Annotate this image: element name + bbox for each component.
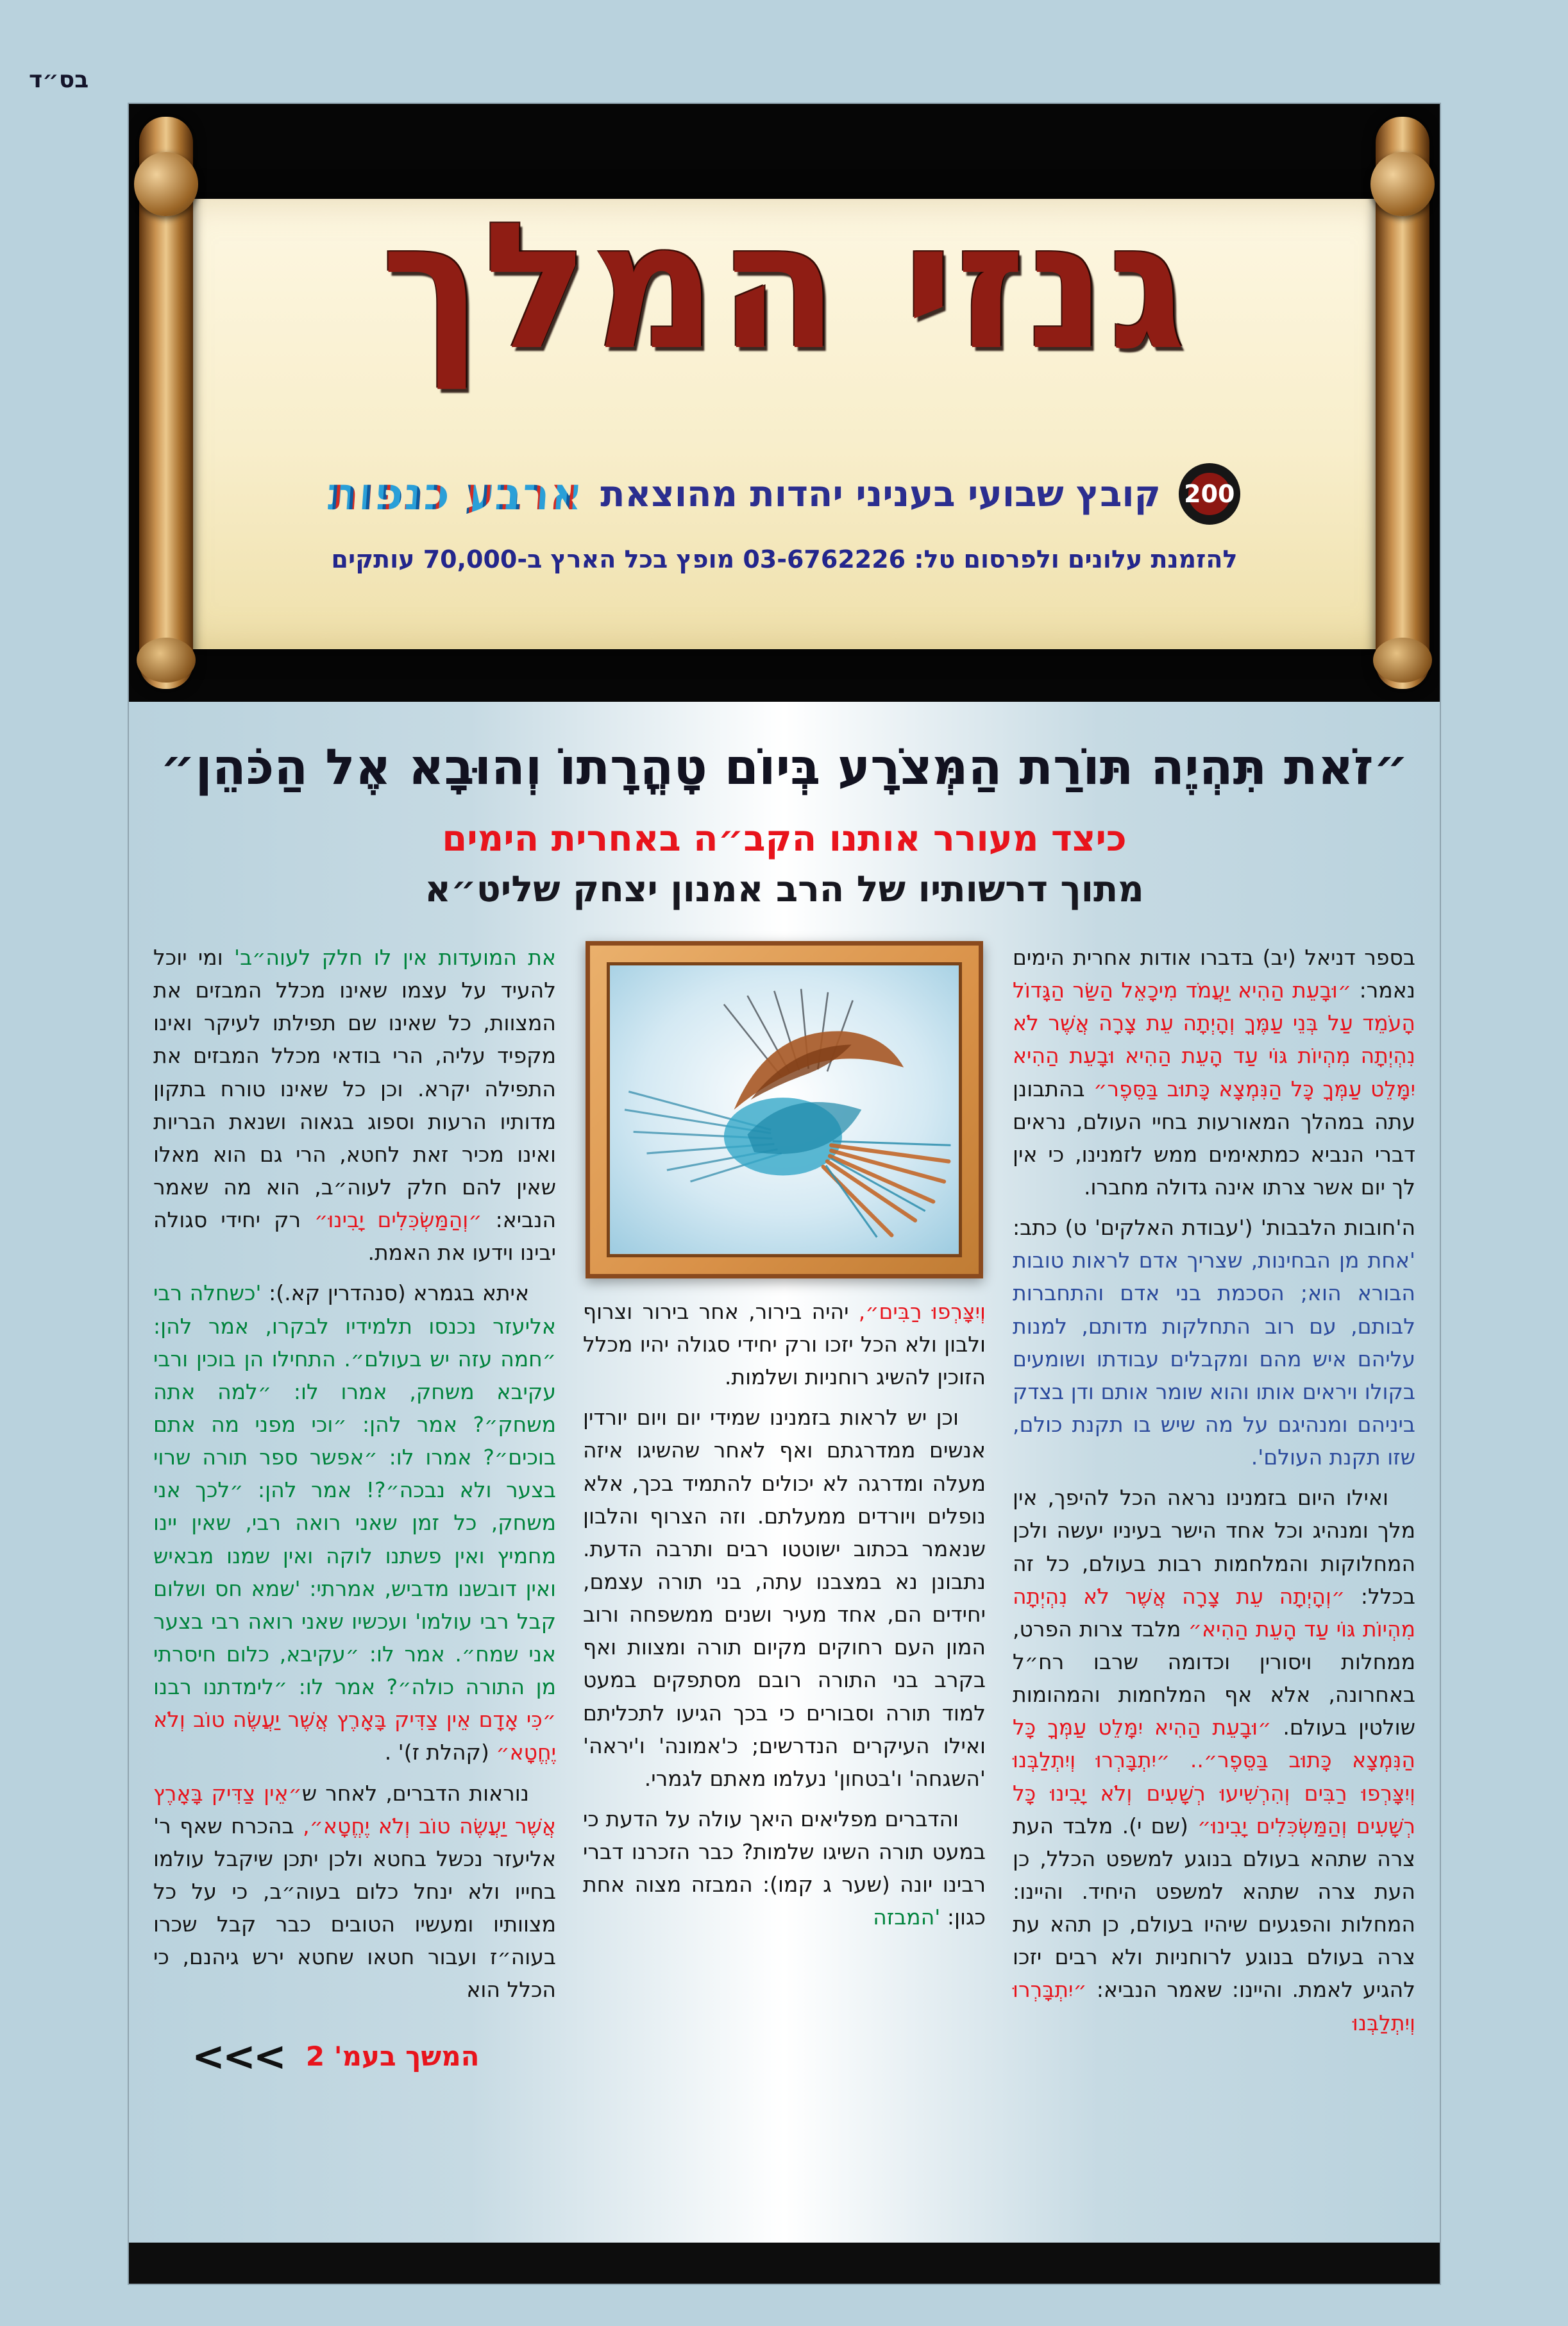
column-right [1013,941,1415,2047]
contact-line: להזמנת עלונים ולפרסום טל: 03-6762226 מופץ בכל הארץ ב-70,000 עותקים [331,545,1238,573]
article-paragraph: והדברים מפליאים היאך עולה על הדעת כי במעט תורה השיגו שלמות? כבר הזכרנו דברי רבינו יונה (שער ג קמו): המבזה מצוה אחת כגון: 'המבזה [583,1806,986,1930]
bsd-label: בס״ד [29,67,89,93]
continued-label: המשך בעמ' 2 [305,2041,480,2072]
article-paragraph: בספר דניאל (יב) בדברו אודות אחרית הימים נאמר: ״וּבָעֵת הַהִיא יַעֲמֹד מִיכָאֵל הַשַּׂר הַגָּדוֹל הָעֹמֵד עַל בְּנֵי עַמֶּךָ וְהָיְתָה עֵת צָרָה אֲשֶׁר לֹא נִהְיְתָה מִהְיוֹת גּוֹי עַד הָעֵת הַהִיא וּבָעֵת הַהִיא יִמָּלֵט עַמְּךָ כָּל הַנִּמְצָא כָּתוּב בַּסֵּפֶר״ בהתבונן עתה במהלך המאורעות בחיי העולם, נראים דברי הנביא כמתאימים ממש לזמנינו, כי אין לך יום אשר צרתו אינה גדולה מחברו. [1013,945,1415,1200]
banner-subtitle: קובץ שבועי בעניני יהדות מהוצאת [600,473,1161,515]
article-paragraph: את המועדות אין לו חלק לעוה״ב' ומי יוכל להעיד על עצמו שאינו מכלל המבזים את המצוות, כל שאינו שם תפילתו לעיקר ואינו מקפיד עליה, הרי בודאי מכלל המבזים את התפילה יקרא. וכן כל שאינו טורח בתקון מדותיו הרעות וספוג בגאוה ושנאת הבריות ואינו מכיר זאת לחטא, הרי גם הוא מאלו שאין להם חלק לעוה״ב, הוא מה שאמר הנביא: ״וְהַמַּשְׂכִּלִים יָבִינוּ״ רק יחידי סגולה יבינו וידעו את האמת. [153,945,557,1266]
scroll-pole-right-icon [1376,117,1429,689]
subtitle-red: כיצד מעורר אותנו הקב״ה באחרית הימים [442,818,1127,860]
framed-artwork [586,941,983,1278]
column-left-text [153,941,556,2007]
column-middle [583,941,986,1942]
article-content [129,702,1440,2243]
article-paragraph: נוראות הדברים, לאחר ש״אֵין צַדִּיק בָּאָרֶץ אֲשֶׁר יַעֲשֶׂה טוֹב וְלֹא יֶחֱטָא״, בהכרח שאף ר' אליעזר נכשל בחטא ולכן יתכן שיקבל עולמו בחייו ולא ינחל כלום בעוה״ב, כי על כל מצוותיו ומעשיו הטובים כבר קבל שכרו בעוה״ז ועבור חטאו שחטא ירש גיהנם, כי הכלל הוא [153,1780,556,2003]
continued-footer [153,2026,556,2087]
continue-arrows-icon: <<< [192,2032,284,2080]
masthead-banner [129,104,1440,702]
newsletter-title: גנזי המלך [380,186,1188,389]
issue-number-badge: 200 [1179,463,1240,525]
arba-kanfot-logo: ארבע כנפות [326,468,585,520]
article-paragraph: ואילו היום בזמנינו נראה הכל להיפך, אין מלך ומנהיג וכל אחד הישר בעיניו יעשה ולכן המחלוקות והמלחמות רבות בעולם, כל זה בכלל: ״וְהָיְתָה עֵת צָרָה אֲשֶׁר לֹא נִהְיְתָה מִהְיוֹת גּוֹי עַד הָעֵת הַהִיא״ מלבד צרות הפרט, ממחלות ויסורין וכדומה שרבו רח״ל באחרונה, אלא אף המלחמות והמהומות שולטין בעולם. ״וּבָעֵת הַהִיא יִמָּלֵט עַמְּךָ כָּל הַנִּמְצָא כָּתוּב בַּסֵּפֶר״.. ״יִתְבָּרְרוּ וְיִתְלַבְּנוּ וְיִצָּרְפוּ רַבִּים וְהִרְשִׁיעוּ רְשָׁעִים וְלֹא יָבִינוּ כָּל רְשָׁעִים וְהַמַּשְׂכִּלִים יָבִינוּ״ (שם י). מלבד העת צרה שתהא בעולם בנוגע למשפט הכלל, כן העת צרה שתהא למשפט היחיד. והיינו: המחלות והפגעים שיהיו בעולם, כן תהא עת צרה בעולם בנוגע לרוחניות ולא רבים יזכו להגיע לאמת. והיינו: שאמר הנביא: ״יִתְבָּרְרוּ וְיִתְלַבְּנוּ [1013,1485,1416,2035]
bottom-black-bar [129,2243,1440,2284]
banner-subtitle-row [129,463,1440,525]
column-left [153,941,556,2087]
column-middle-text [583,1295,986,1934]
newsletter-page [128,103,1441,2285]
article-columns [153,941,1415,2087]
scroll-pole-left-icon [139,117,193,689]
article-paragraph: וְיִצָּרְפוּ רַבִּים״, יהיה בירור, אחר בירור וצרוף ולבון ולא הכל יזכו ורק יחידי סגולה יהיו מכלל הזוכין להשיג רוחניות ושלמות. [583,1298,986,1390]
subtitle-author: מתוך דרשותיו של הרב אמנון יצחק שליט״א [425,869,1144,910]
article-paragraph: איתא בגמרא (סנהדרין קא.): 'כשחלה רבי אליעזר נכנסו תלמידיו לבקרו, אמר להן: ״חמה עזה יש בעולם״. התחילו הן בוכין ורבי עקיבא משחק, אמרו לו: ״למה אתה משחק״? אמר להן: ״וכי מפני מה אתם בוכים״? אמרו לו: ״אפשר ספר תורה שרוי בצער ולא נבכה״?! אמר להן: ״לכך אני משחק, כל זמן שאני רואה רבי, שאין יינו מחמיץ ואין פשתנו לוקה ואין שמנו מבאיש ואין דובשנו מדביש, אמרתי: 'שמא חס ושלום קבל רבי עולמו' ועכשיו שאני רואה רבי בצער אני שמח״. אמר לו: ״עקיבא, כלום חיסרתי מן התורה כולה״? אמר לו: ״לימדתנו רבנו ״כִּי אָדָם אֵין צַדִּיק בָּאָרֶץ אֲשֶׁר יַעֲשֶׂה טוֹב וְלֹא יֶחֱטָא״ (קהלת ז)' . [153,1280,556,1765]
article-paragraph: ה'חובות הלבבות' ('עבודת האלקים' ט) כתב: 'אחת מן הבחינות, שצריך אדם לראות טובות הבורא הוא; הסכמת בני אדם והתחברות לבותם, עם רוב התחלקות מדותם, למנות עליהם איש מהם ומקבלים עבודתו ושומעים בקולו ויראים אותו והוא שומר אותם ודן בצדק ביניהם ומנהיגם על מה שיש בו תקנת כולם, שזו תקנת העולם'. [1013,1215,1415,1470]
headline-verse: ״זֹאת תִּהְיֶה תּוֹרַת הַמְּצֹרָע בְּיוֹם טָהֳרָתוֹ וְהוּבָא אֶל הַכֹּהֵן״ [160,739,1409,796]
feather-artwork-image [607,962,962,1257]
article-paragraph: וכן יש לראות בזמנינו שמידי יום ויום יורדין אנשים ממדרגתם ואף לאחר שהשיגו איזה מעלה ומדרגה לא יכולים להתמיד בכך, אלא נופלים ויורדים ממעלתם. וזה הצרוף והלבון שנאמר בכתוב ישוטטו רבים ותרבה הדעת. נתבונן נא במצבנו עתה, בני תורה עצמם, יחידים הם, אחד מעיר ושנים ממשפחה ורוב המון העם רחוקים מקיום תורה ומצוות ואף בקרב בני התורה רובם מסתפקים במעט למוד תורה וסבורים כי בכך הגיעו לתכליתם ואילו העיקרים הנדרשים; כ'אמונה' ו'יראה' 'השגחה' ו'בטחון' נעלמו מאתם לגמרי. [583,1405,986,1791]
